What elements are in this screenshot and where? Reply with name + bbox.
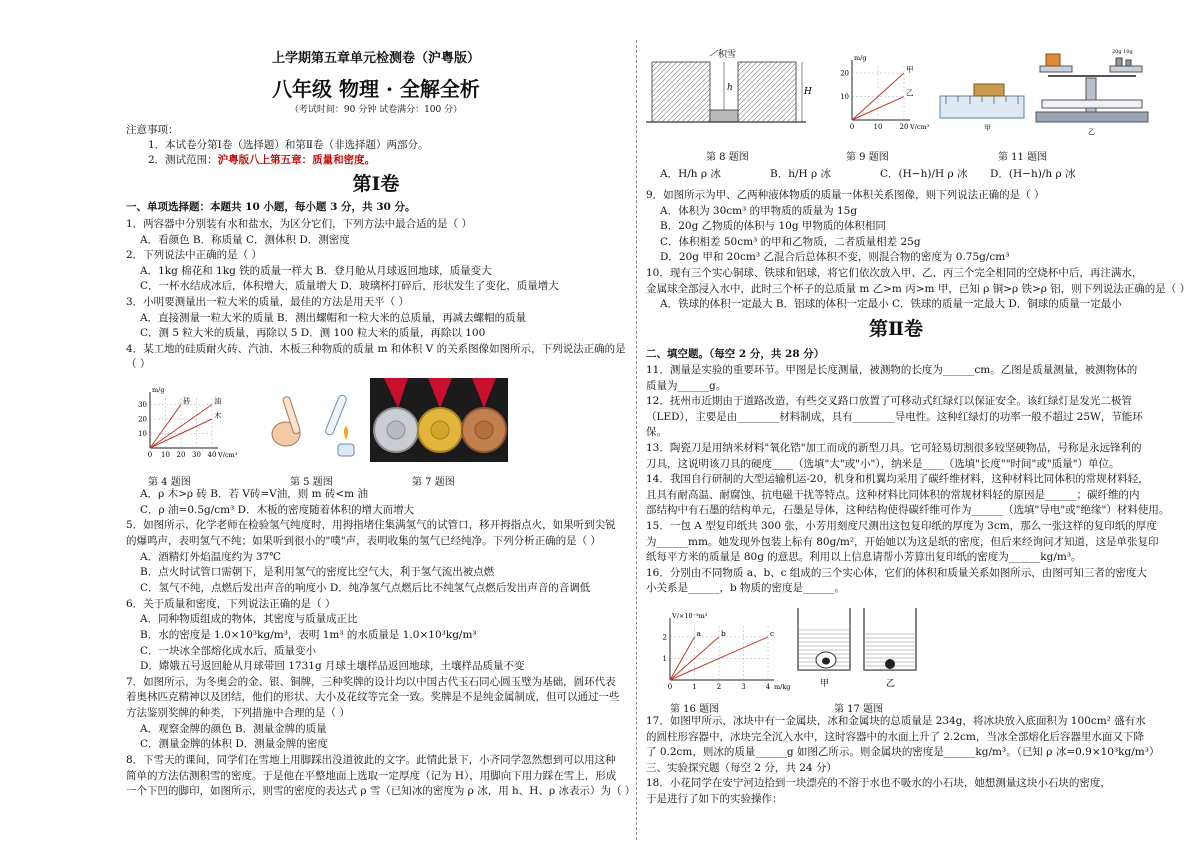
note-2 <box>148 154 375 167</box>
fig17-beakers-diagram <box>796 604 936 694</box>
right-line-b-2: 质量为______g。 <box>646 379 727 392</box>
fig9-y-label: m/g <box>854 54 867 62</box>
section2-heading: 二、填空题。（每空 2 分，共 28 分） <box>646 348 825 360</box>
left-line-b-7: C．氢气不纯，点燃后发出声音的响度小 D．纯净氢气点燃后比不纯氢气点燃后发出声音的音调低 <box>140 581 591 594</box>
fig16-x-tick-2: 2 <box>716 683 722 691</box>
fig4-x-label: V/cm³ <box>218 451 238 459</box>
left-line-3: 2．下列说法中正确的是（ ） <box>126 249 263 262</box>
fig16-series-label-b: b <box>721 628 726 638</box>
right-line-b-13: 纸每平方米的质量是 80g 的意思。利用以上信息请帮小芳算出复印纸的密度为______kg/m³。 <box>646 551 1082 564</box>
fig17-caption: 第 17 题图 <box>834 704 884 715</box>
left-line-b-20: 一个下凹的脚印，如图所示，则雪的密度的表达式 ρ 雪（已知冰的密度为 ρ 冰，用 h、H、ρ 冰表示）为（ ） <box>126 785 636 798</box>
fig9-caption: 第 9 题图 <box>846 152 889 163</box>
left-line-b-8: 6．关于质量和密度，下列说法正确的是（ ） <box>126 597 336 610</box>
right-line-b-12: 为______mm。她发现外包装上标有 80g/m²，开始她以为这是纸的密度，但后来经询问才知道，这是单张复印 <box>646 535 1159 548</box>
fig4-x-tick-2: 20 <box>176 451 186 459</box>
right-line-6: 10．现有三个实心铜球、铁球和铝球，将它们依次放入甲、乙、丙三个完全相同的空烧杯中后，再注满水， <box>646 267 1143 279</box>
fig4-x-tick-4: 40 <box>207 451 217 459</box>
fig7-caption: 第 7 题图 <box>412 477 455 488</box>
note-2-prefix: 2．测试范围： <box>148 154 218 166</box>
fig11-jia-label: 甲 <box>984 124 991 132</box>
left-line-b-15: 方法鉴别奖牌的种类，下列措施中合理的是（ ） <box>126 707 350 720</box>
fig17-yi-label: 乙 <box>886 679 896 689</box>
left-line-8: C．测 5 粒大米的质量，再除以 5 D．测 100 粒大米的质量，再除以 100 <box>140 327 486 340</box>
part1-title: 第Ⅰ卷 <box>352 173 400 195</box>
fig8-h-label: h <box>727 83 733 93</box>
fig11-caption: 第 11 题图 <box>998 152 1048 163</box>
fig16-y-label: V/×10⁻³m³ <box>672 612 708 620</box>
q8-option-b: B．h/H ρ 冰 <box>770 168 832 180</box>
fig9-x-tick-0: 0 <box>849 123 855 131</box>
right-line-c-2: 的圆柱形容器中，冰块完全沉入水中，这时容器中的水面上升了 2.2cm，当冰全部熔化后容器里水面又下降 <box>646 730 1144 743</box>
left-line-b-19: 简单的方法估测积雪的密度。于是他在平整地面上选取一定厚度（记为 H），用脚向下用力踩在雪上，形成 <box>126 769 617 782</box>
right-line-c-6: 于是进行了如下的实验操作： <box>646 793 783 805</box>
right-line-4: C．体积相差 50cm³ 的甲和乙物质，二者质量相差 25g <box>660 235 921 248</box>
fig16-y-tick-1: 2 <box>662 633 667 642</box>
fig4-y-label: m/g <box>152 386 165 394</box>
left-line-b-13: 7．如图所示，为冬奥会的金、银、铜牌，三种奖牌的设计均以中国古代玉石同心圆玉璧为基础，圆环代表 <box>126 675 616 688</box>
right-line-2: A．体积为 30cm³ 的甲物质的质量为 15g <box>660 204 858 217</box>
fig4-x-tick-3: 30 <box>192 451 201 459</box>
right-line-c-1: 17．如图甲所示，冰块中有一金属块，冰和金属块的总质量是 234g，将冰块放入底面积为 100cm² 盛有水 <box>646 715 1146 727</box>
fig5-test-tube-illustration <box>254 390 374 462</box>
right-line-7: 金属球全部浸入水中，此时三个杯子的总质量 m 乙>m 丙>m 甲，已知 ρ 铜>ρ 铁>ρ 铝，则下列说法正确的是（ ） <box>646 282 1191 295</box>
fig9-x-tick-2: 20 <box>899 123 909 131</box>
fig9-x-tick-1: 10 <box>873 123 883 131</box>
column-divider <box>636 40 637 840</box>
fig9-x-label: V/cm³ <box>910 123 930 131</box>
left-line-7: A．直接测量一粒大米的质量 B．测出螺帽和一粒大米的总质量，再减去螺帽的质量 <box>140 311 527 324</box>
left-line-b-18: 8．下雪天的课间，同学们在雪地上用脚踩出没道彼此的文字。此情此景下，小齐同学忽然想到可以用这种 <box>126 754 616 767</box>
fig4-series-label-油: 油 <box>214 396 222 406</box>
left-line-9: 4．某工地的硅质耐火砖、汽油、木板三种物质的质量 m 和体积 V 的关系图像如图所示，下列说法正确的是 <box>126 342 626 355</box>
left-line-b-2: C．ρ 油=0.5g/cm³ D．木板的密度随着体积的增大而增大 <box>140 503 415 516</box>
left-line-b-1: A．ρ 木>ρ 砖 B．若 V砖=V油，则 m 砖<m 油 <box>140 488 368 500</box>
fig16-x-tick-4: 4 <box>765 683 771 691</box>
fig16-series-label-a: a <box>696 628 701 638</box>
fig8-H-label: H <box>804 87 812 97</box>
exam-meta: （考试时间：90 分钟 试卷满分：100 分） <box>289 105 463 115</box>
fig9-chart <box>830 48 930 136</box>
fig16-chart <box>652 598 792 694</box>
fig4-x-tick-1: 10 <box>161 451 170 459</box>
right-line-b-4: （LED），主要是由________材料制成，具有________导电性。这种红绿灯的功率一般不超过 25W，节能环 <box>646 410 1143 423</box>
exam-subtitle: 八年级 物理 · 全解全析 <box>272 77 480 101</box>
right-line-1: 9．如图所示为甲、乙两种液体物质的质量一体积关系图像，则下列说法正确的是（ ） <box>646 189 1045 201</box>
section1-heading: 一、单项选择题：本题共 10 小题，每小题 3 分，共 30 分。 <box>126 201 416 213</box>
left-line-b-10: B．水的密度是 1.0×10³kg/m³，表明 1m³ 的水质量是 1.0×10³kg/m³ <box>140 628 477 641</box>
left-line-10: （ ） <box>126 358 151 371</box>
fig9-y-tick-0: 10 <box>840 93 849 102</box>
fig4-y-tick-0: 10 <box>138 430 147 439</box>
fig4-x-tick-0: 0 <box>147 451 153 459</box>
right-line-b-7: 刀具，这说明该刀具的硬度____（选填"大"或"小"），纳米是____（选填"长度""时间"或"质量"）单位。 <box>646 457 1120 470</box>
fig11-yi-label: 乙 <box>1088 128 1095 136</box>
right-line-b-3: 12．抚州市近期由于道路改造，有些交叉路口放置了可移动式红绿灯以保证安全。该红绿灯是发光二极管 <box>646 395 1132 408</box>
fig4-chart <box>132 380 238 462</box>
left-line-2: A．看颜色 B．称质量 C．测体积 D．测密度 <box>140 233 350 246</box>
left-line-b-16: A．观察金牌的颜色 B．测量金牌的质量 <box>140 722 327 735</box>
fig9-series-label-甲: 甲 <box>906 65 914 75</box>
left-line-b-6: B．点火时试管口需朝下，是利用氢气的密度比空气大，利于氢气流出被点燃 <box>140 566 495 579</box>
right-line-3: B．20g 乙物质的体积与 10g 甲物质的体积相同 <box>660 220 886 233</box>
left-line-b-5: A．酒精灯外焰温度约为 37℃ <box>140 550 282 563</box>
fig9-series-乙 <box>852 97 904 120</box>
right-line-b-15: 小关系是______，b 物质的密度是______。 <box>646 582 846 595</box>
fig7-olympic-medals-image <box>370 378 508 462</box>
right-line-b-14: 16．分别由不同物质 a、b、c 组成的三个实心体，它们的体积和质量关系如图所示，由图可知三者的密度大 <box>646 566 1147 579</box>
fig16-x-label: m/kg <box>774 683 791 691</box>
right-line-b-6: 13．陶瓷刀是用纳米材料"氧化锆"加工而成的新型刀具。它可轻易切割很多较坚硬物品，号称是永远锋利的 <box>646 442 1142 454</box>
left-line-1: 1．两容器中分别装有水和盐水，为区分它们，下列方法中最合适的是（ ） <box>126 218 473 230</box>
left-line-6: 3．小明要测量出一粒大米的质量，最佳的方法是用天平（ ） <box>126 296 410 308</box>
fig11-ruler-and-balance <box>936 50 1154 140</box>
fig5-caption: 第 5 题图 <box>290 477 333 488</box>
fig4-y-tick-1: 20 <box>138 415 147 424</box>
fig8-snow-footprint-diagram <box>646 48 816 138</box>
right-line-b-8: 14．我国自行研制的大型运输机运-20，机身和机翼均采用了碳纤维材料，这种材料比同体积的常规材料轻， <box>646 473 1149 486</box>
fig17-jia-label: 甲 <box>820 679 830 689</box>
fig16-x-tick-3: 3 <box>741 683 746 691</box>
fig9-y-tick-1: 20 <box>840 69 849 78</box>
fig8-caption: 第 8 题图 <box>706 152 749 163</box>
fig4-series-label-砖: 砖 <box>183 396 191 406</box>
left-line-b-9: A．同种物质组成的物体，其密度与质量成正比 <box>140 613 358 626</box>
left-line-4: A．1kg 棉花和 1kg 铁的质量一样大 B．登月舱从月球返回地球，质量变大 <box>140 264 492 277</box>
left-line-5: C．一杯水结成冰后，体积增大，质量增大 D．玻璃杯打碎后，形状发生了变化，质量增大 <box>140 280 559 293</box>
fig11-weight-label: 20g 10g <box>1112 49 1133 55</box>
right-line-c-4: 三、实验探究题（每空 2 分，共 24 分） <box>646 761 837 774</box>
right-line-b-5: 保。 <box>646 426 667 439</box>
right-line-c-5: 18．小花同学在安宁河边拾到一块漂亮的不溶于水也不吸水的小石块，她想测量这块小石块的密度， <box>646 777 1111 790</box>
fig16-x-tick-0: 0 <box>667 683 673 691</box>
right-line-b-10: 部结构中有石墨的结构单元，石墨是导体，这种结构使得碳纤维可作为______（选填"导电"或"绝缘"）材料使用。 <box>646 504 1170 517</box>
note-1: 1．本试卷分第Ⅰ卷（选择题）和第Ⅱ卷（非选择题）两部分。 <box>148 139 429 151</box>
left-line-b-3: 5．如图所示，化学老师在检验氢气纯度时，用拇指堵住集满氢气的试管口，移开拇指点火，如果听到尖锐 <box>126 519 616 532</box>
left-line-b-4: 的爆鸣声，表明氢气不纯；如果听到很小的"噗"声，表明收集的氢气已经纯净。下列分析正确的是（ ） <box>126 534 601 547</box>
right-line-b-11: 15．一包 A 型复印纸共 300 张，小芳用刻度尺测出这包复印纸的厚度为 3cm，那么一张这样的复印纸的厚度 <box>646 520 1157 532</box>
fig4-series-label-木: 木 <box>214 411 222 421</box>
q8-option-c: C．(H−h)/H ρ 冰 <box>880 168 968 180</box>
fig16-series-label-c: c <box>770 628 775 638</box>
q8-option-a: A．H/h ρ 冰 <box>660 168 721 180</box>
fig9-series-label-乙: 乙 <box>906 88 914 98</box>
q8-option-d: D．(H−h)/h ρ 冰 <box>990 168 1076 180</box>
left-line-b-17: C．测量金牌的体积 D．测量金牌的密度 <box>140 738 328 751</box>
fig4-caption: 第 4 题图 <box>148 477 191 488</box>
fig16-y-tick-0: 1 <box>662 654 667 663</box>
right-line-b-1: 11．测量是实验的重要环节。甲图是长度测量，被测物的长度为______cm。乙图是质量测量，被测物体的 <box>646 364 1138 376</box>
right-line-8: A．铁球的体积一定最大 B．铝球的体积一定最小 C．铁球的质量一定最大 D．铜球的质量一定最小 <box>660 298 1122 311</box>
fig8-snow-label: 积雪 <box>718 50 737 60</box>
fig4-y-tick-2: 30 <box>138 401 147 410</box>
part2-title: 第Ⅱ卷 <box>868 318 923 340</box>
fig16-caption: 第 16 题图 <box>670 704 720 715</box>
right-line-b-9: 且具有耐高温、耐腐蚀、抗电磁干扰等特点。这种材料比同体积的常规材料轻的原因是______；碳纤维的内 <box>646 488 1140 501</box>
exam-title: 上学期第五章单元检测卷（沪粤版） <box>271 51 480 66</box>
right-line-5: D．20g 甲和 20cm³ 乙混合后总体积不变，则混合物的密度为 0.75g/cm³ <box>660 251 1010 264</box>
right-line-c-3: 了 0.2cm，则冰的质量______g 如图乙所示。则金属块的密度是______kg/m³。（已知 ρ 冰=0.9×10³kg/m³） <box>646 746 1160 759</box>
left-line-b-14: 着奥林匹克精神以及团结，他们的形状、大小及花纹等完全一致。奖牌是不是纯金属制成，但可以通过一些 <box>126 691 620 704</box>
left-line-b-12: D．嫦娥五号返回舱从月球带回 1731g 月球土壤样品返回地球，土壤样品质量不变 <box>140 660 525 673</box>
note-2-scope: 沪粤版八上第五章：质量和密度。 <box>217 154 376 166</box>
notes-heading: 注意事项： <box>126 124 179 136</box>
left-line-b-11: C．一块冰全部熔化成水后，质量变小 <box>140 644 317 657</box>
fig16-x-tick-1: 1 <box>692 683 697 691</box>
